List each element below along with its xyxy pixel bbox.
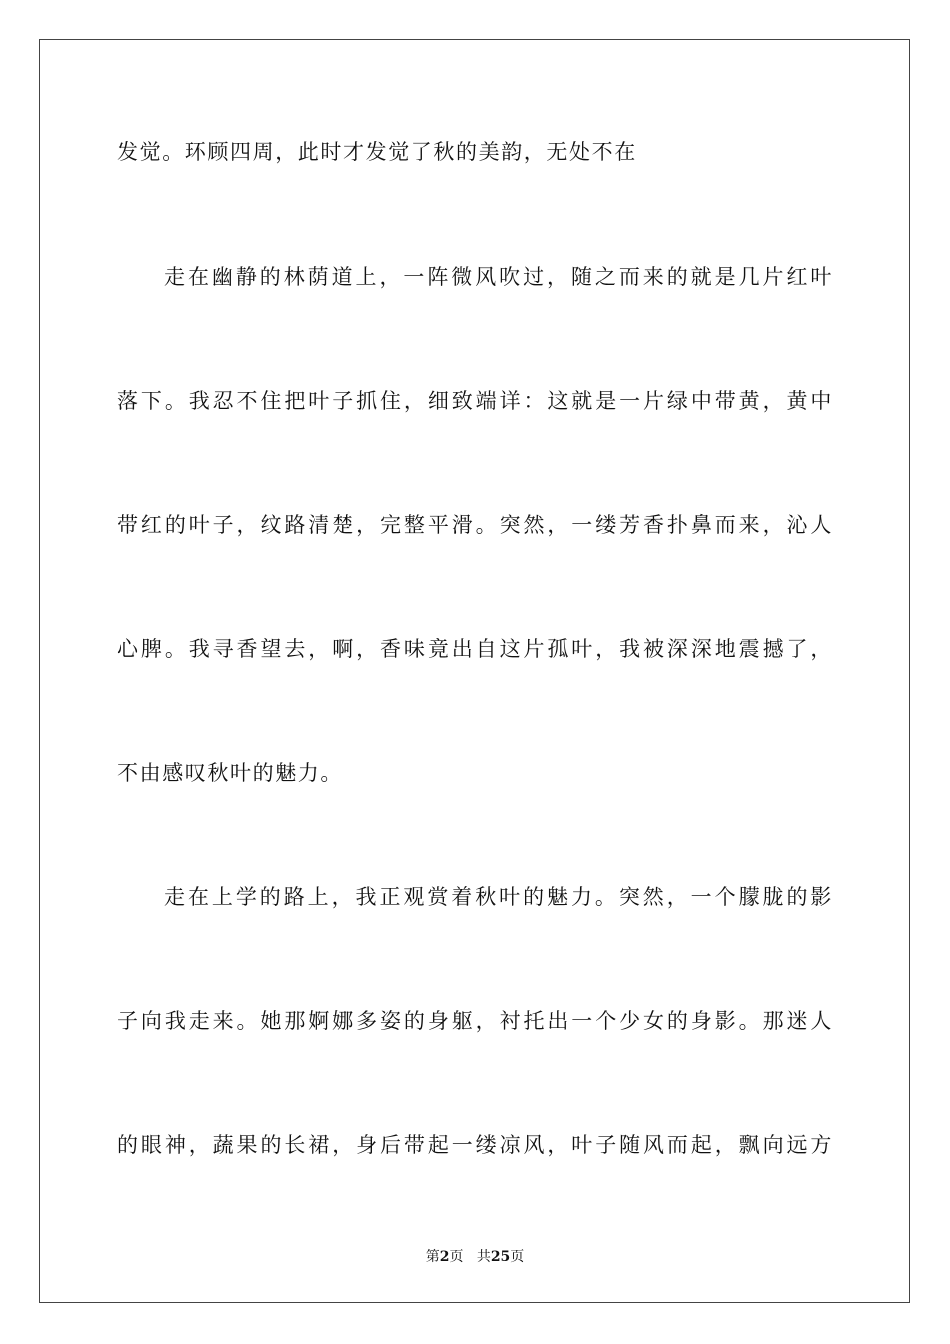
text-line-4: 带红的叶子，纹路清楚，完整平滑。突然，一缕芳香扑鼻而来，沁人 [117,513,833,537]
text-line-6: 不由感叹秋叶的魅力。 [117,761,343,785]
text-line-7: 走在上学的路上，我正观赏着秋叶的魅力。突然，一个朦胧的影 [164,885,833,909]
total-suffix: 页 [510,1249,525,1265]
text-line-8: 子向我走来。她那婀娜多姿的身躯，衬托出一个少女的身影。那迷人 [117,1009,833,1033]
total-pages: 25 [490,1249,511,1265]
text-line-5: 心脾。我寻香望去，啊，香味竟出自这片孤叶，我被深深地震撼了， [117,637,833,661]
total-prefix: 共 [476,1249,491,1265]
text-line-1: 发觉。环顾四周，此时才发觉了秋的美韵，无处不在 [117,140,637,164]
page-number: 2 [439,1249,450,1265]
text-line-9: 的眼神，蔬果的长裙，身后带起一缕凉风，叶子随风而起，飘向远方 [117,1133,833,1157]
page-prefix: 第 [425,1249,440,1265]
page-suffix: 页 [449,1249,464,1265]
text-line-3: 落下。我忍不住把叶子抓住，细致端详：这就是一片绿中带黄，黄中 [117,389,833,413]
text-line-2: 走在幽静的林荫道上，一阵微风吹过，随之而来的就是几片红叶 [164,265,833,289]
page-footer [0,1246,950,1266]
page-frame [39,39,910,1303]
